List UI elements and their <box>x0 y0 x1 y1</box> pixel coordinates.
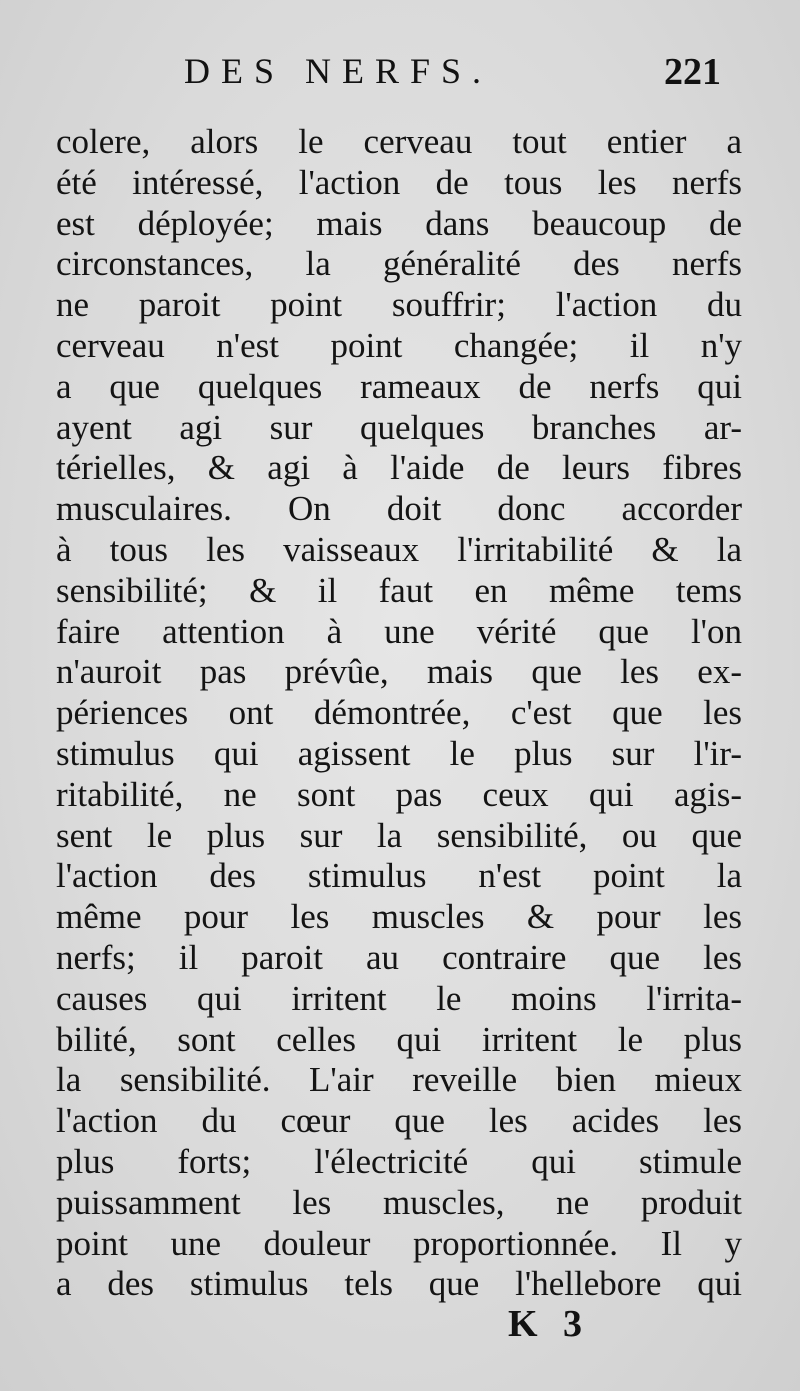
text-line: périences ont démontrée, c'est que les <box>56 693 742 733</box>
text-line: ayent agi sur quelques branches ar- <box>56 407 742 447</box>
text-line: même pour les muscles & pour les <box>56 897 742 937</box>
text-line: a que quelques rameaux de nerfs qui <box>56 366 742 406</box>
text-line: la sensibilité. L'air reveille bien mieux <box>56 1060 742 1100</box>
text-line: térielles, & agi à l'aide de leurs fibres <box>56 448 742 488</box>
signature-mark: K 3 <box>508 1303 591 1345</box>
text-line: sensibilité; & il faut en même tems <box>56 570 742 610</box>
text-line: est déployée; mais dans beaucoup de <box>56 203 742 243</box>
text-line: nerfs; il paroit au contraire que les <box>56 937 742 977</box>
text-line: a des stimulus tels que l'hellebore qui <box>56 1264 742 1304</box>
text-line: point une douleur proportionnée. Il y <box>56 1223 742 1263</box>
text-line: l'action du cœur que les acides les <box>56 1101 742 1141</box>
text-line: l'action des stimulus n'est point la <box>56 856 742 896</box>
text-line: à tous les vaisseaux l'irritabilité & la <box>56 529 742 569</box>
text-line: puissamment les muscles, ne produit <box>56 1182 742 1222</box>
text-line: n'auroit pas prévûe, mais que les ex- <box>56 652 742 692</box>
text-line: stimulus qui agissent le plus sur l'ir- <box>56 733 742 773</box>
text-line: causes qui irritent le moins l'irrita- <box>56 978 742 1018</box>
text-line: ritabilité, ne sont pas ceux qui agis- <box>56 774 742 814</box>
body-text <box>56 122 742 1305</box>
text-line: sent le plus sur la sensibilité, ou que <box>56 815 742 855</box>
text-line: bilité, sont celles qui irritent le plus <box>56 1019 742 1059</box>
text-line: ne paroit point souffrir; l'action du <box>56 285 742 325</box>
text-line: plus forts; l'électricité qui stimule <box>56 1141 742 1181</box>
running-title: DES NERFS. <box>184 51 493 91</box>
text-line: circonstances, la généralité des nerfs <box>56 244 742 284</box>
text-line: été intéressé, l'action de tous les nerfs <box>56 162 742 202</box>
page-number: 221 <box>664 51 721 93</box>
text-line: cerveau n'est point changée; il n'y <box>56 325 742 365</box>
running-head <box>0 46 800 106</box>
text-line: faire attention à une vérité que l'on <box>56 611 742 651</box>
text-line: musculaires. On doit donc accorder <box>56 489 742 529</box>
text-line: colere, alors le cerveau tout entier a <box>56 122 742 161</box>
